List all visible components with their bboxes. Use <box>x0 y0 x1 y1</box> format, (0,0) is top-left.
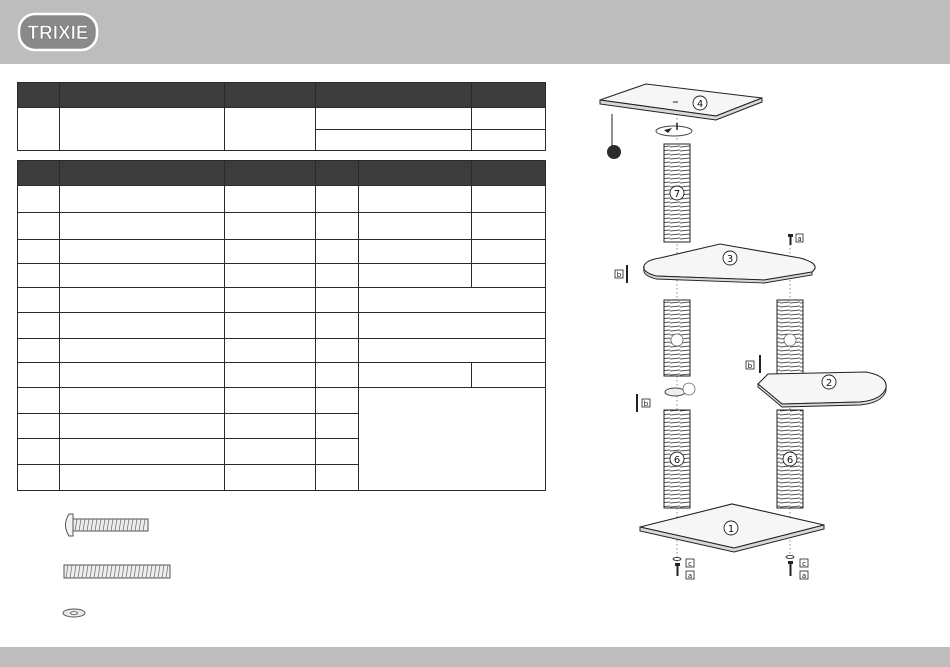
hardware-letter-b: b <box>616 271 622 279</box>
part-number-3: 3 <box>726 254 734 265</box>
table-row <box>18 264 546 288</box>
parts-list-table <box>17 160 546 491</box>
table-row <box>18 388 546 414</box>
hardware-letter-a: a <box>797 235 802 243</box>
table-row <box>18 339 546 363</box>
trixie-logo <box>17 12 99 52</box>
assembly-diagram <box>560 70 950 650</box>
part-number-6: 6 <box>786 455 794 466</box>
header-band <box>0 0 950 64</box>
part-number-2: 2 <box>825 378 833 389</box>
hardware-letter-c: c <box>802 560 806 568</box>
threaded-rod-illustration <box>60 558 175 584</box>
hardware-letter-b: b <box>747 362 753 370</box>
part-number-1: 1 <box>727 524 735 535</box>
table-header-row <box>18 83 546 108</box>
table-row <box>18 213 546 240</box>
hardware-letter-c: c <box>688 560 692 568</box>
screw-a-illustration <box>60 505 160 545</box>
hardware-letter-b: b <box>643 400 649 408</box>
table-row <box>18 240 546 264</box>
part-number-4: 4 <box>696 99 704 110</box>
table-row <box>18 288 546 313</box>
part-number-7: 7 <box>673 189 681 200</box>
hardware-letter-a: a <box>687 572 693 580</box>
table-row <box>18 186 546 213</box>
dimensions-table <box>17 82 546 151</box>
ball-toy <box>607 145 621 159</box>
footer-band <box>0 647 950 667</box>
svg-text:TRIXIE: TRIXIE <box>27 23 89 44</box>
hardware-letter-a: a <box>801 572 807 580</box>
table-row <box>18 363 546 388</box>
washer-illustration <box>60 605 90 621</box>
table-row <box>18 108 546 130</box>
table-row <box>18 313 546 339</box>
table-header-row <box>18 161 546 186</box>
part-number-6: 6 <box>673 455 681 466</box>
